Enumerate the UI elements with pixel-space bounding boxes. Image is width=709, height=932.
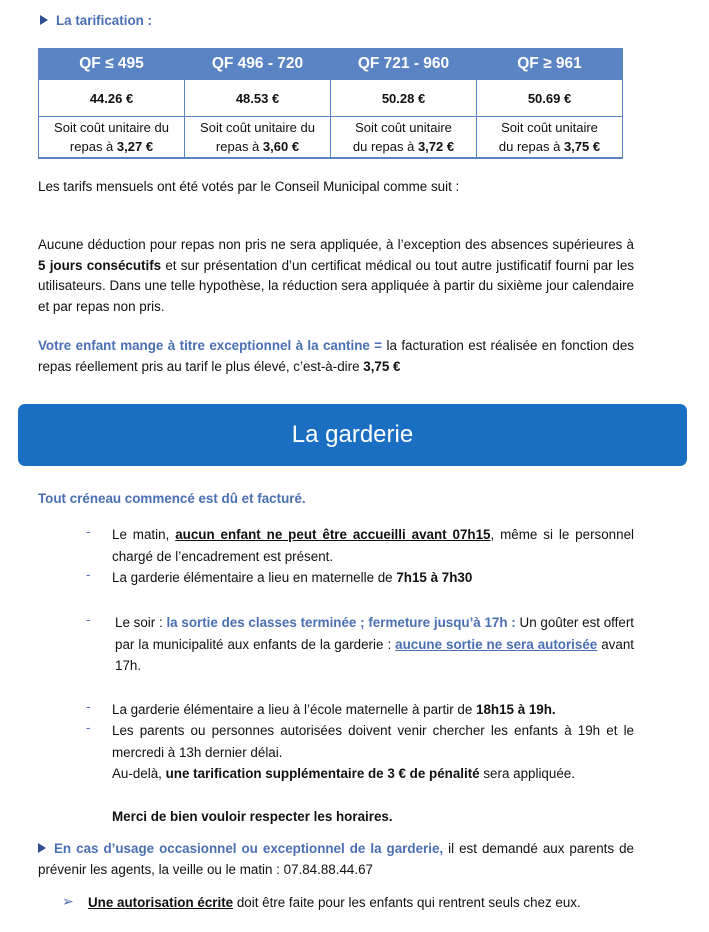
unit-cost-cell: Soit coût unitaire du repas à 3,27 €: [39, 117, 185, 159]
pricing-heading: [40, 13, 152, 28]
dash-bullet: -: [86, 720, 91, 735]
authorization-note: Une autorisation écrite doit être faite pour les enfants qui rentrent seuls chez eux.: [88, 895, 581, 910]
pricing-title: La tarification :: [56, 13, 152, 28]
amount-cell: 50.28 €: [331, 80, 477, 117]
monthly-note: Les tarifs mensuels ont été votés par le Conseil Municipal comme suit :: [38, 179, 460, 194]
garderie-banner: La garderie: [18, 404, 687, 466]
pricing-table: [38, 48, 623, 159]
amount-cell: 44.26 €: [39, 80, 185, 117]
list-item-elem-evening: La garderie élémentaire a lieu à l’école maternelle à partir de 18h15 à 19h.: [112, 702, 556, 717]
triangle-bullet-icon: [38, 843, 46, 853]
list-item-elem-morning: La garderie élémentaire a lieu en maternelle de 7h15 à 7h30: [112, 570, 473, 585]
dash-bullet: -: [86, 567, 91, 582]
dash-bullet: -: [86, 524, 91, 539]
unit-cost-cell: Soit coût unitaire du repas à 3,60 €: [185, 117, 331, 159]
exceptional-paragraph: Votre enfant mange à titre exceptionnel à la cantine = la facturation est réalisée en fonction des repas réellement pris au tarif le plus élevé, c’est-à-dire 3,75 €: [38, 338, 634, 374]
garderie-intro: Tout créneau commencé est dû et facturé.: [38, 491, 306, 506]
unit-cost-cell: Soit coût unitaire du repas à 3,75 €: [477, 117, 623, 159]
unit-cost-cell: Soit coût unitaire du repas à 3,72 €: [331, 117, 477, 159]
list-item-evening: Le soir : la sortie des classes terminée ; fermeture jusqu’à 17h : Un goûter est offert par la municipalité aux enfants de la garderie : aucune sortie ne sera autorisée avant 17h.: [115, 615, 635, 673]
amount-cell: 50.69 €: [477, 80, 623, 117]
header-cell: QF ≤ 495: [39, 49, 185, 80]
triangle-bullet-icon: [40, 15, 48, 25]
list-item-morning: Le matin, aucun enfant ne peut être accueilli avant 07h15, même si le personnel chargé de l’encadrement est présent.: [112, 527, 634, 564]
arrow-bullet-icon: ➢: [62, 893, 74, 909]
deduction-paragraph: Aucune déduction pour repas non pris ne sera appliquée, à l’exception des absences supérieures à 5 jours consécutifs et sur présentation d’un certificat médical ou tout autre justificatif fourni par les utilisateurs. Dans une telle hypothèse, la réduction sera appliquée à partir du sixième jour calendaire et par repas non pris.: [38, 237, 634, 314]
header-cell: QF 496 - 720: [185, 49, 331, 80]
dash-bullet: -: [86, 699, 91, 714]
header-cell: QF ≥ 961: [477, 49, 623, 80]
occasional-paragraph: En cas d’usage occasionnel ou exceptionnel de la garderie, il est demandé aux parents de prévenir les agents, la veille ou le matin : 07.84.88.44.67: [38, 841, 634, 877]
thanks-note: Merci de bien vouloir respecter les horaires.: [112, 809, 393, 824]
list-item-parents: Les parents ou personnes autorisées doivent venir chercher les enfants à 19h et le mercredi à 13h dernier délai. Au-delà, une tarification supplémentaire de 3 € de pénalité sera appliquée.: [112, 723, 634, 781]
dash-bullet: -: [86, 612, 91, 627]
amount-cell: 48.53 €: [185, 80, 331, 117]
header-cell: QF 721 - 960: [331, 49, 477, 80]
no-exit-link[interactable]: aucune sortie ne sera autorisée: [395, 636, 598, 652]
